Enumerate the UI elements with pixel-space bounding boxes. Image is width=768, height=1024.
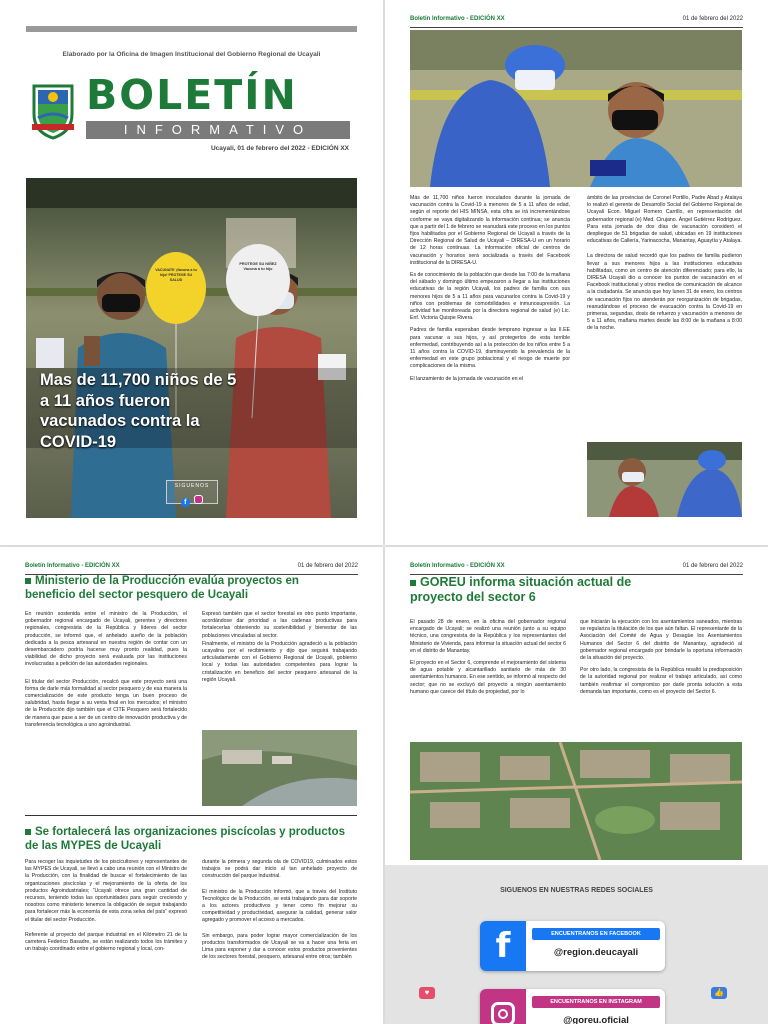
balloon-text-white: PROTEGE SU NIÑEZ Vacuna a tu hijo <box>239 262 277 271</box>
goreu-paragraph: El pasado 28 de enero, en la oficina del gobernador regional encargado de Ucayali; se realizó una reunión junto a su equipo técnico, una congresista de la República y los representantes del Ministerio de Vivienda, para informar la situación actual del sector 6 en el distrito de Manantay. <box>410 619 566 654</box>
title-bullet <box>25 829 31 835</box>
section-divider <box>25 815 357 816</box>
mypes-article-title <box>25 826 345 853</box>
running-header <box>25 563 358 575</box>
mypes-paragraph: El ministro de la Producción informó, que a través del Instituto Tecnológico de la Producción, se está trabajando para dar soporte a los actores productivos y tener como fin mejorar su competitividad y productividad, asegurar la calidad, generar valor agregado y promover el acceso a mercados. <box>202 888 357 924</box>
mypes-column-2 <box>202 859 357 966</box>
social-heading: SIGUENOS EN NUESTRAS REDES SOCIALES <box>500 887 653 894</box>
balloon-text-yellow: VACUNATE ¡Vacuna a tu hijo! PROTEGE SU SALUD <box>155 268 197 282</box>
facebook-card[interactable] <box>480 921 665 971</box>
vaccination-paragraph: ámbito de las provincias de Coronel Portillo, Padre Abad y Atalaya lo realizó el gerente de Desarrollo Social del Gobierno Regional de Ucayali Econ. Miguel Romero Carrillo, en representación del gobernador regional (e) Med. Cirujano. Ángel Gutiérrez Rodríguez. Para esta jornada de dos días de vacunación consideró el despliegue de 51 brigadas de salud, ubicadas en 19 instituciones educativas de Callería, Yarinacocha, Manantay, Aguaytía y Atalaya. <box>587 195 742 245</box>
production-paragraph: Finalmente, el ministro de la Producción agradeció a la población ucayalina por el recibimiento y dijo que seguirá trabajando articuladamente con el Gobierno Regional de Ucayali, gobierno local y todas las autoridades competentes para lograr la cristalización en beneficio del sector pesquero artesanal de la región Ucayali. <box>202 640 357 683</box>
vaccination-column-1 <box>410 195 570 388</box>
mypes-column-1 <box>25 859 187 958</box>
vaccination-page <box>385 0 768 545</box>
production-paragraph: El titular del sector Producción, recalcó que este proyecto será una forma de darle más formalidad al sector pesquero y de esa manera la comercialización de este producto tenga un buen proceso de salubridad, hasta llegar a su venta final en los mercados; el ministro de la Producción dijo también que el CITE Pesquero será fortalecido de manera que pase a ser de un centro de innovación productiva y de transferencia tecnológica a uno agroindustrial. <box>25 678 187 728</box>
facebook-handle[interactable]: @region.deucayali <box>553 947 639 958</box>
regional-crest-logo <box>30 80 76 140</box>
goreu-article-title <box>410 575 670 605</box>
production-paragraph: En reunión sostenida entre el ministro de la Producción, el gobernador regional encargado de Ucayali, gerentes y directores regionales, congresista de la República y líderes del sector producción, se informó que, el anhelado sueño de la población dedicada a la pesca artesanal en nuestra región de contar con un desembarcadero podría hacerse muy pronto realidad, pues la viabilidad de dicho proyecto será evaluada por las instituciones involucradas a petición de las autoridades regionales. <box>25 611 187 668</box>
running-header <box>410 563 743 575</box>
vaccination-paragraph: Es de conocimiento de la población que desde las 7:00 de la mañana del sábado y domingo último empezaron a llegar a las instituciones educativas de la región Ucayali, los padres de familia con sus menores hijos de 5 a 11 años para vacunarlos contra la Covid-19 y niños con problemas de comorbilidades e inmunosupresión. La actividad fue monitoreada por la directora regional de salud (e) Lic. Enf. Victoria Quispe Rivera. <box>410 272 570 322</box>
production-column-1 <box>25 611 187 734</box>
header-label: Boletín Informativo - EDICIÓN XX <box>410 16 505 22</box>
goreu-paragraph: que iniciarán la ejecución con los asentamientos saneados, mientras se regulariza la titulación de los que aún faltan. El representante de la Asociación del Comité de Agua y Desagüe los Asentamientos Humanos del Sector 6 del distrito de Manantay, agradeció al gobernador regional encargado por brindarle la oportuna información de la situación del proyecto. <box>580 619 742 662</box>
goreu-paragraph: Por otro lado, la congresista de la República resaltó la predisposición de la autoridad regional por realizar el trabajo articulado, así como también reafirmar el compromiso por darle pronta solución a esta demanda tan importante, como es el proyecto del Sector 6. <box>580 667 742 695</box>
vaccination-paragraph: La directora de salud recordó que los padres de familia pudieron llevar a sus menores hijos a las instituciones educativas habilitadas, como un centro de atención diferenciado; para ello, la DIRESA Ucayali dio a conocer los puntos de vacunación en el Facebook institucional y otros medios de comunicación de alcance a la ciudadanía. Se anuncia que hoy lunes 31 de enero, los centros de vacunación fijos no atenderán por reorganización de brigadas, reanudándose el proceso de evacuación contra la Covid-19 en primeras, segundas, dosis de refuerzo y vacunación a menores de 5 a 11 años, mañana martes desde las 8:00 de la mañana a 8:00 de la noche. <box>587 253 742 332</box>
photo-vaccination-small <box>587 442 742 517</box>
mypes-paragraph: durante la primera y segunda ola de COVID19, culminados estos trabajos se podrá dar inicio al tan anhelado proyecto de construcción del parque industrial. <box>202 859 357 880</box>
goreu-column-1 <box>410 619 566 701</box>
facebook-icon[interactable]: f <box>181 498 190 507</box>
mypes-paragraph: Para recoger las inquietudes de los piscicultores y representantes de las MYPES de Ucayali, se llevó a cabo una reunión con el Ministro de la Producción, con la finalidad de buscar el fortalecimiento de las organizaciones piscícolas y el mejoramiento de la oferta de los productos Agroindustriales; “Ucayali ofrece una gran cantidad de recursos, teniendo todas las oportunidades para seguir creciendo y nosotros como ministerio tenemos la obligación de seguir trabajando para fortalecer más la economía de esta zona selva del país” expresó el titular del sector Producción. <box>25 859 187 923</box>
production-column-2 <box>202 611 357 689</box>
vaccination-paragraph: Padres de familia esperaban desde temprano ingresar a las II.EE para vacunar a sus hijos, y así protegerlos de esta terrible enfermedad, contribuyendo así a la protección de los niños entre 5 a 11 años contra la COVID-19, disminuyendo la prevalencia de la enfermedad en este grupo poblacional y el riesgo de muerte por complicaciones de la misma. <box>410 327 570 370</box>
goreu-column-2 <box>580 619 742 701</box>
header-date: 01 de febrero del 2022 <box>682 563 743 569</box>
boletin-title: BOLETÍN <box>86 71 298 119</box>
subtitle-band <box>86 121 350 139</box>
title-bullet <box>410 580 416 586</box>
cover-dateline: Ucayali, 01 de febrero del 2022 - EDICIÓN XX <box>210 145 349 152</box>
photo-port-aerial <box>202 730 357 806</box>
vaccination-paragraph: El lanzamiento de la jornada de vacunación en el <box>410 375 524 382</box>
running-header <box>410 16 743 28</box>
mypes-paragraph: Sin embargo, para poder lograr mayor comercialización de los productos transformados de Ucayali se va a hacer una feria en Lima para exponer y dar a conocer estos productos provenientes de los sectores forestal, pesquero, artesanal entre otros; también <box>202 932 357 961</box>
instagram-label: ENCUENTRANOS EN INSTAGRAM <box>532 996 660 1008</box>
heart-icon: ♥ <box>419 987 435 999</box>
goreu-paragraph: El proyecto en el Sector 6, comprende el mejoramiento del sistema de agua potable y alcantarillado sanitario de más de 30 asentamientos humanos. En ese sentido, se informó al respecto del sector; que no se excluyó del proyecto a ningún asentamiento humano que carece del título de propiedad, por lo <box>410 660 567 695</box>
vaccination-paragraph: Más de 11,700 niños fueron inoculados durante la jornada de vacunación contra la Covid-19 a menores de 5 a 11 años de edad, según el reporte del HIS MINSA, esta cifra se irá incrementándose conforme se vaya digitalizando la información continua; se anuncia que a partir del 1 de febrero se reanudará este proceso en los puntos fijos habilitados por el Gobierno Regional de Ucayali a través de la Dirección Regional de Salud de Ucayali – DIRESA-U en un horario de 12 horas continuas. La información oficial de centros de vacunación y horarios será socializada a través del Facebook institucional de la DIRESA-U. <box>410 195 570 266</box>
header-label: Boletín Informativo - EDICIÓN XX <box>410 563 505 569</box>
instagram-logo-icon <box>480 989 526 1024</box>
production-paragraph: Expresó también que el sector forestal es otro punto importante, acordándose dar prioridad a las cadenas productivas para fortalecerlas obteniendo su sostenibilidad y bienestar de las poblaciones vinculadas al sector. <box>202 611 357 639</box>
production-article-title <box>25 575 325 602</box>
header-date: 01 de febrero del 2022 <box>297 563 358 569</box>
vaccination-column-2 <box>587 195 742 338</box>
instagram-handle[interactable]: @goreu.oficial <box>563 1015 629 1024</box>
header-label: Boletín Informativo - EDICIÓN XX <box>25 563 120 569</box>
instagram-icon[interactable] <box>194 495 203 504</box>
facebook-logo-icon: f <box>480 921 526 971</box>
cover-credit: Elaborado por la Oficina de Imagen Institucional del Gobierno Regional de Ucayali <box>62 51 321 58</box>
boletin-subtitle: INFORMATIVO <box>123 122 313 137</box>
follow-us-box <box>166 480 218 504</box>
production-title-text: Ministerio de la Producción evalúa proyectos en beneficio del sector pesquero de Ucayali <box>25 575 299 601</box>
photo-sector6-aerial <box>410 742 742 860</box>
social-panel <box>385 865 768 1024</box>
goreu-title-text: GOREU informa situación actual de proyecto del sector 6 <box>410 575 632 604</box>
cover-photo-children-vaccinated <box>26 178 357 518</box>
like-icon: 👍 <box>711 987 727 999</box>
cover-headline: Mas de 11,700 niños de 5 a 11 años fueron vacunados contra la COVID-19 <box>40 371 237 451</box>
mypes-paragraph: Referente al proyecto del parque industrial en el Kilómetro 21 de la carretera Federico Basadre, se están realizando todos los trámites y un trabajo coordinado entre el gobierno regional y local, con- <box>25 931 187 953</box>
photo-nurse-vaccinating-child <box>410 30 742 187</box>
follow-us-label: SIGUENOS <box>174 483 210 489</box>
header-date: 01 de febrero del 2022 <box>682 16 743 22</box>
title-bullet <box>25 578 31 584</box>
instagram-card[interactable] <box>480 989 665 1024</box>
production-page <box>0 547 383 1024</box>
cover-top-rule <box>26 26 357 32</box>
mypes-title-text: Se fortalecerá las organizaciones piscícolas y productos de las MYPES de Ucayali <box>25 826 345 852</box>
facebook-label: ENCUENTRANOS EN FACEBOOK <box>532 928 660 940</box>
cover-page <box>0 0 383 545</box>
goreu-page <box>385 547 768 1024</box>
